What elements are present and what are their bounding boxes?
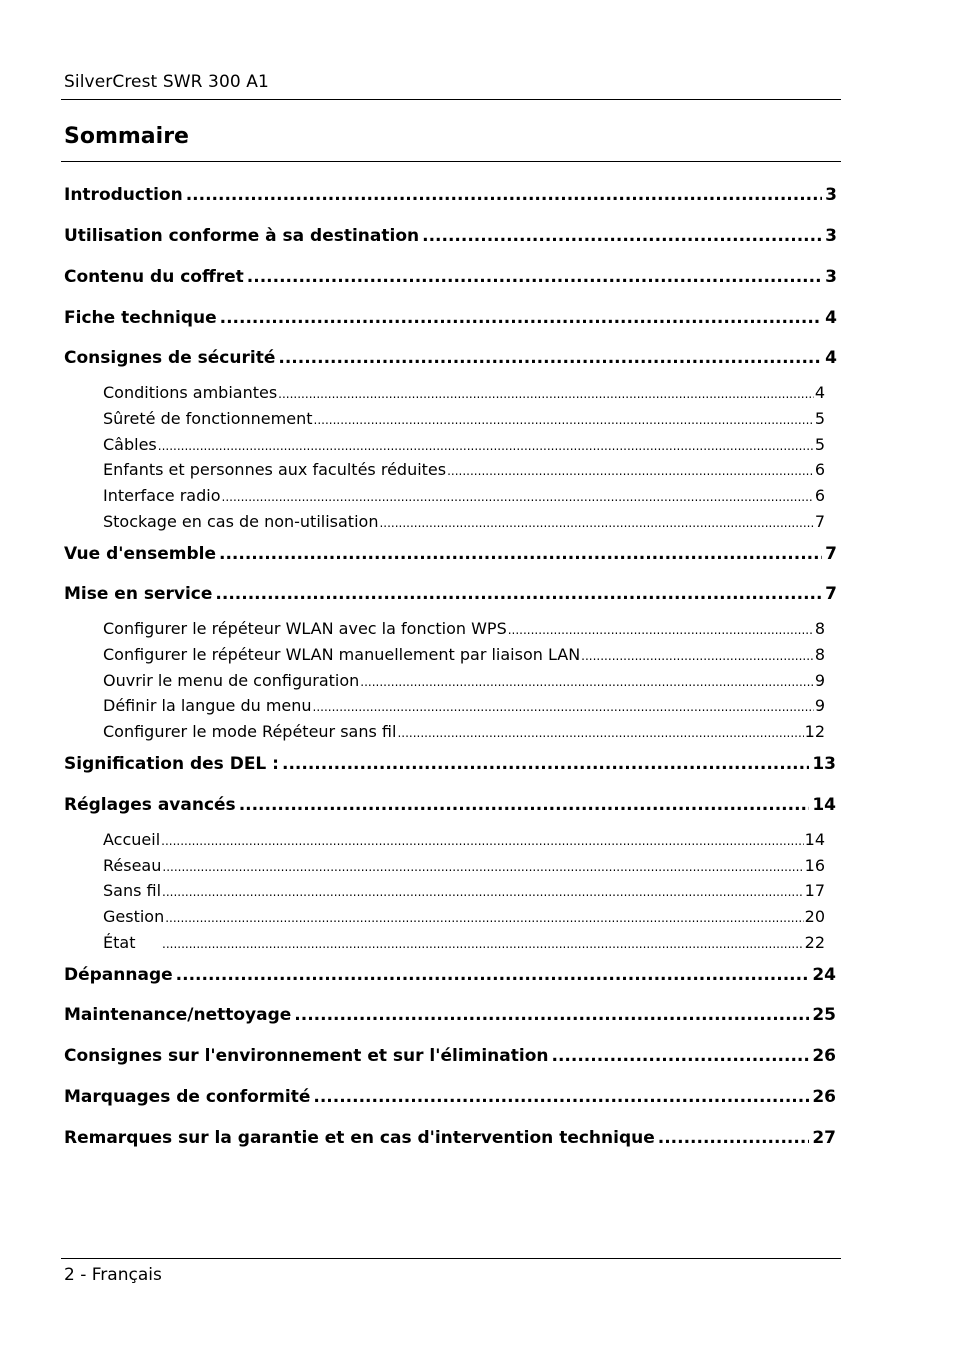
toc-entry-page: 14 bbox=[812, 795, 836, 815]
toc-subentry-gestion[interactable] bbox=[103, 907, 825, 926]
toc-entry-page: 26 bbox=[812, 1046, 836, 1066]
toc-entry-label: Configurer le répéteur WLAN manuellement par liaison LAN bbox=[103, 645, 581, 664]
toc-entry-page: 8 bbox=[814, 619, 825, 638]
toc-entry-page: 7 bbox=[825, 544, 837, 564]
toc-entry-page: 25 bbox=[812, 1005, 836, 1025]
toc-entry-page: 14 bbox=[804, 830, 825, 849]
toc-entry-label: Consignes de sécurité bbox=[64, 348, 276, 368]
toc-entry-label: Accueil bbox=[103, 830, 161, 849]
toc-entry-page: 6 bbox=[814, 486, 825, 505]
toc-subentry-conditions[interactable] bbox=[103, 383, 825, 402]
toc-entry-label: Câbles bbox=[103, 435, 157, 454]
page-title: Sommaire bbox=[64, 124, 189, 149]
toc-subentry-sans-fil[interactable] bbox=[103, 881, 825, 900]
toc-entry-label: Contenu du coffret bbox=[64, 267, 244, 287]
toc-entry-label: Remarques sur la garantie et en cas d'intervention technique bbox=[64, 1128, 655, 1148]
toc-entry-page: 4 bbox=[814, 383, 825, 402]
toc-entry-introduction[interactable] bbox=[64, 185, 837, 205]
toc-entry-label: Maintenance/nettoyage bbox=[64, 1005, 292, 1025]
toc-entry-label: Interface radio bbox=[103, 486, 221, 505]
toc-entry-page: 6 bbox=[814, 460, 825, 479]
toc-entry-page: 7 bbox=[825, 584, 837, 604]
toc-entry-page: 8 bbox=[814, 645, 825, 664]
toc-entry-vue-ensemble[interactable] bbox=[64, 544, 837, 564]
toc-entry-label: Configurer le répéteur WLAN avec la fonction WPS bbox=[103, 619, 507, 638]
product-name: SilverCrest SWR 300 A1 bbox=[64, 72, 269, 92]
toc-entry-mise-en-service[interactable] bbox=[64, 584, 837, 604]
toc-entry-label: Stockage en cas de non-utilisation bbox=[103, 512, 379, 531]
toc-entry-reglages-avances[interactable] bbox=[64, 795, 836, 815]
toc-entry-signification-del[interactable] bbox=[64, 754, 836, 774]
toc-entry-label: État bbox=[103, 933, 136, 952]
toc-entry-page: 4 bbox=[825, 308, 837, 328]
toc-entry-utilisation[interactable] bbox=[64, 226, 837, 246]
toc-subentry-stockage[interactable] bbox=[103, 512, 825, 531]
toc-entry-label: Dépannage bbox=[64, 965, 173, 985]
toc-entry-label: Définir la langue du menu bbox=[103, 696, 312, 715]
toc-entry-label: Mise en service bbox=[64, 584, 213, 604]
toc-entry-label: Réglages avancés bbox=[64, 795, 236, 815]
toc-entry-label: Marquages de conformité bbox=[64, 1087, 311, 1107]
toc-entry-label: Sûreté de fonctionnement bbox=[103, 409, 313, 428]
toc-entry-page: 20 bbox=[804, 907, 825, 926]
toc-entry-page: 4 bbox=[825, 348, 837, 368]
toc-entry-page: 17 bbox=[804, 881, 825, 900]
title-rule bbox=[61, 161, 841, 162]
toc-entry-page: 9 bbox=[814, 671, 825, 690]
toc-entry-page: 5 bbox=[814, 409, 825, 428]
toc-entry-maintenance[interactable] bbox=[64, 1005, 836, 1025]
toc-subentry-enfants[interactable] bbox=[103, 460, 825, 479]
toc-subentry-menu-config[interactable] bbox=[103, 671, 825, 690]
toc-entry-page: 7 bbox=[814, 512, 825, 531]
toc-subentry-accueil[interactable] bbox=[103, 830, 825, 849]
toc-subentry-surete[interactable] bbox=[103, 409, 825, 428]
toc-entry-page: 22 bbox=[804, 933, 825, 952]
toc-entry-page: 5 bbox=[814, 435, 825, 454]
toc-entry-label: Utilisation conforme à sa destination bbox=[64, 226, 420, 246]
toc-entry-page: 3 bbox=[825, 185, 837, 205]
toc-subentry-repeteur[interactable] bbox=[103, 722, 825, 741]
toc-entry-depannage[interactable] bbox=[64, 965, 836, 985]
header-rule bbox=[61, 99, 841, 100]
toc-entry-contenu[interactable] bbox=[64, 267, 837, 287]
toc-entry-page: 13 bbox=[812, 754, 836, 774]
toc-entry-page: 27 bbox=[812, 1128, 836, 1148]
toc-entry-label: Réseau bbox=[103, 856, 162, 875]
toc-entry-label: Consignes sur l'environnement et sur l'élimination bbox=[64, 1046, 549, 1066]
toc-entry-page: 3 bbox=[825, 267, 837, 287]
toc-entry-label: Enfants et personnes aux facultés réduites bbox=[103, 460, 447, 479]
toc-subentry-interface-radio[interactable] bbox=[103, 486, 825, 505]
toc-entry-label: Signification des DEL : bbox=[64, 754, 279, 774]
toc-entry-consignes-securite[interactable] bbox=[64, 348, 837, 368]
toc-entry-page: 9 bbox=[814, 696, 825, 715]
toc-entry-marquages[interactable] bbox=[64, 1087, 836, 1107]
toc-subentry-langue[interactable] bbox=[103, 696, 825, 715]
toc-entry-fiche-technique[interactable] bbox=[64, 308, 837, 328]
footer-rule bbox=[61, 1258, 841, 1259]
toc-subentry-wps[interactable] bbox=[103, 619, 825, 638]
toc-entry-label: Fiche technique bbox=[64, 308, 217, 328]
toc-entry-label: Ouvrir le menu de configuration bbox=[103, 671, 360, 690]
toc-entry-page: 26 bbox=[812, 1087, 836, 1107]
toc-entry-page: 16 bbox=[804, 856, 825, 875]
toc-subentry-cables[interactable] bbox=[103, 435, 825, 454]
toc-entry-label: Introduction bbox=[64, 185, 183, 205]
page-number: 2 - Français bbox=[64, 1265, 162, 1285]
toc-subentry-reseau[interactable] bbox=[103, 856, 825, 875]
toc-entry-label: Vue d'ensemble bbox=[64, 544, 216, 564]
toc-entry-label: Sans fil bbox=[103, 881, 162, 900]
toc-entry-label: Gestion bbox=[103, 907, 165, 926]
toc-entry-garantie[interactable] bbox=[64, 1128, 836, 1148]
toc-subentry-lan[interactable] bbox=[103, 645, 825, 664]
toc-entry-environnement[interactable] bbox=[64, 1046, 836, 1066]
toc-entry-label: Conditions ambiantes bbox=[103, 383, 278, 402]
toc-entry-page: 24 bbox=[812, 965, 836, 985]
toc-entry-page: 12 bbox=[804, 722, 825, 741]
toc-subentry-etat[interactable] bbox=[103, 933, 825, 952]
toc-entry-label: Configurer le mode Répéteur sans fil bbox=[103, 722, 397, 741]
toc-entry-page: 3 bbox=[825, 226, 837, 246]
page-header bbox=[64, 72, 840, 92]
